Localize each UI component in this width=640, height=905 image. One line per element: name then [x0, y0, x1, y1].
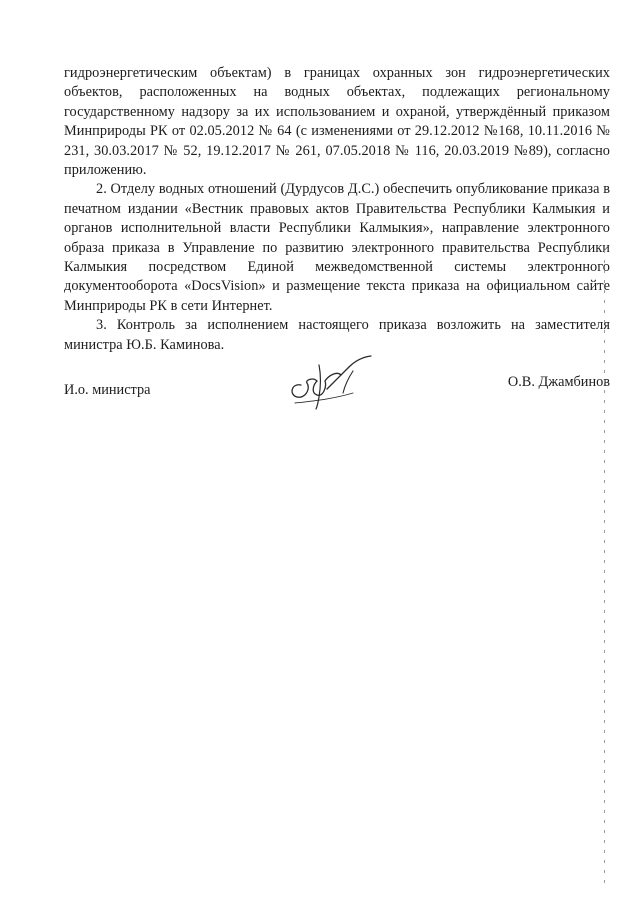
- scan-edge-artifact: [604, 250, 605, 890]
- signer-name: О.В. Джамбинов: [507, 374, 610, 390]
- paragraph-item-3: 3. Контроль за исполнением настоящего приказа возложить на заместителя министра Ю.Б. Каминова.: [64, 317, 610, 353]
- paragraph-item-2: 2. Отделу водных отношений (Дурдусов Д.С.) обеспечить опубликование приказа в печатном издании «Вестник правовых актов Правительства Республики Калмыкия и органов исполнительной власти Республики Калмыкия», направление электронного образа приказа в Управление по развитию электронного правительства Республики Калмыкия посредством Единой межведомственной системы электронного документооборота «DocsVision» и размещение текста приказа на официальном сайте Минприроды РК в сети Интернет.: [64, 181, 610, 314]
- document-body: [64, 64, 610, 355]
- signature-row: [64, 374, 610, 406]
- position-title: И.о. министра: [64, 382, 151, 398]
- paragraph-continuation: гидроэнергетическим объектам) в границах охранных зон гидроэнергетических объектов, расположенных на водных объектах, подлежащих региональному государственному надзору за их использованием и охраной, утверждённый приказом Минприроды РК от 02.05.2012 № 64 (с изменениями от 29.12.2012 №168, 10.11.2016 № 231, 30.03.2017 № 52, 19.12.2017 № 261, 07.05.2018 № 116, 20.03.2019 №89), согласно приложению.: [64, 65, 610, 179]
